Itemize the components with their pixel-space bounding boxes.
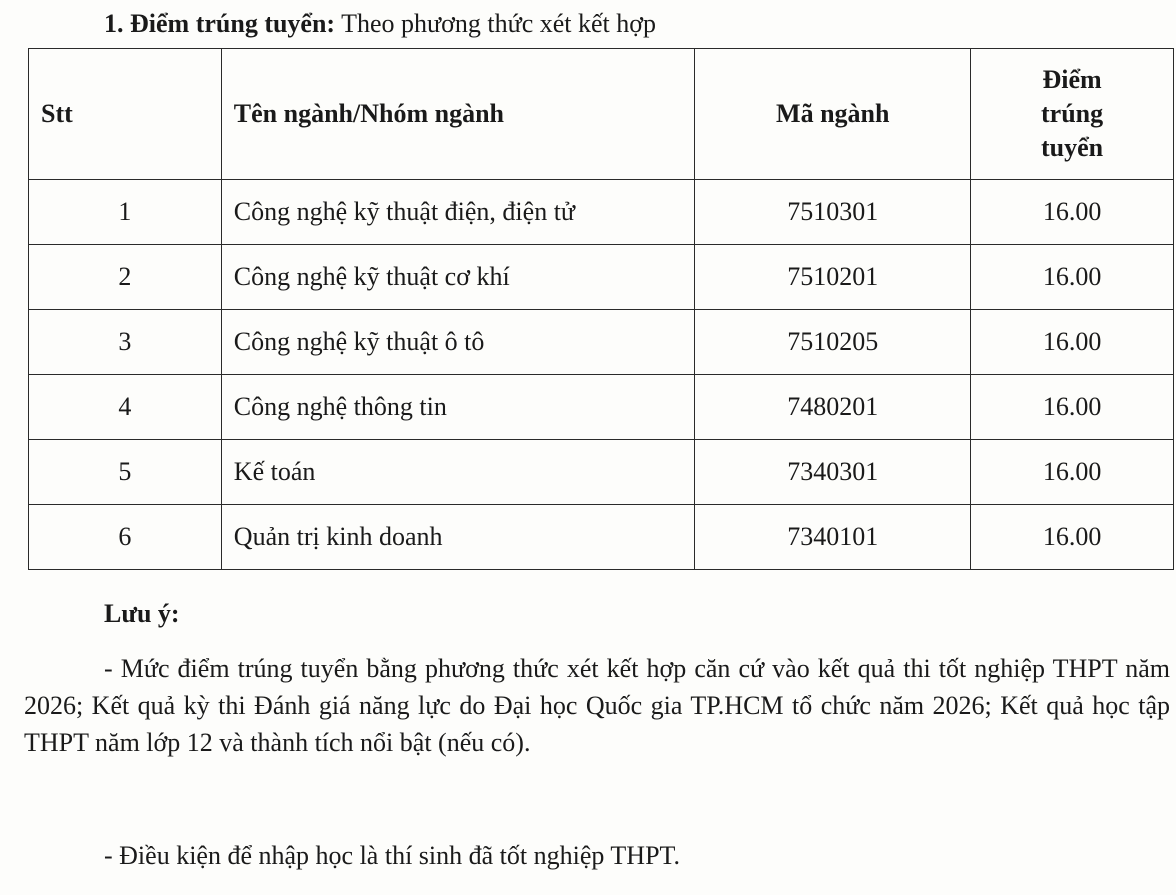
note-paragraph-2: - Điều kiện để nhập học là thí sinh đã tốt nghiệp THPT. xyxy=(104,841,680,870)
cell-major-name: Công nghệ thông tin xyxy=(221,375,695,440)
table-header-row xyxy=(29,49,1174,180)
cell-stt: 3 xyxy=(29,310,222,375)
table-row xyxy=(29,245,1174,310)
cell-score: 16.00 xyxy=(971,440,1174,505)
table-row xyxy=(29,440,1174,505)
header-major-code: Mã ngành xyxy=(695,49,971,180)
table-row xyxy=(29,310,1174,375)
header-stt: Stt xyxy=(29,49,222,180)
note-paragraph-1: - Mức điểm trúng tuyển bằng phương thức xét kết hợp căn cứ vào kết quả thi tốt nghiệp THPT năm 2026; Kết quả kỳ thi Đánh giá năng lực do Đại học Quốc gia TP.HCM tổ chức năm 2026; Kết quả học tập THPT năm lớp 12 và thành tích nổi bật (nếu có). xyxy=(24,654,1170,757)
cell-major-code: 7510201 xyxy=(695,245,971,310)
cell-stt: 1 xyxy=(29,180,222,245)
table-row xyxy=(29,375,1174,440)
cell-score: 16.00 xyxy=(971,375,1174,440)
section-heading xyxy=(104,6,656,42)
cell-major-name: Quản trị kinh doanh xyxy=(221,505,695,570)
header-score-line-1: Điểm xyxy=(1042,65,1102,94)
header-score-line-2: trúng xyxy=(1041,99,1104,128)
cell-major-code: 7340301 xyxy=(695,440,971,505)
section-heading-number: 1. Điểm trúng tuyển: xyxy=(104,9,336,38)
cell-stt: 4 xyxy=(29,375,222,440)
cell-major-code: 7510205 xyxy=(695,310,971,375)
header-score-line-3: tuyển xyxy=(1041,133,1104,162)
cell-major-name: Công nghệ kỹ thuật ô tô xyxy=(221,310,695,375)
cell-score: 16.00 xyxy=(971,505,1174,570)
cell-major-code: 7480201 xyxy=(695,375,971,440)
header-major-name: Tên ngành/Nhóm ngành xyxy=(221,49,695,180)
cell-stt: 6 xyxy=(29,505,222,570)
cell-score: 16.00 xyxy=(971,180,1174,245)
table-row xyxy=(29,505,1174,570)
cell-stt: 2 xyxy=(29,245,222,310)
cell-major-name: Công nghệ kỹ thuật cơ khí xyxy=(221,245,695,310)
cell-major-name: Kế toán xyxy=(221,440,695,505)
cell-stt: 5 xyxy=(29,440,222,505)
cell-major-code: 7510301 xyxy=(695,180,971,245)
table-row xyxy=(29,180,1174,245)
header-admission-score xyxy=(971,49,1174,180)
admission-score-table xyxy=(28,48,1174,570)
cell-major-code: 7340101 xyxy=(695,505,971,570)
cell-score: 16.00 xyxy=(971,245,1174,310)
cell-score: 16.00 xyxy=(971,310,1174,375)
section-heading-text: Theo phương thức xét kết hợp xyxy=(335,9,657,38)
notes-title: Lưu ý: xyxy=(104,599,180,628)
cell-major-name: Công nghệ kỹ thuật điện, điện tử xyxy=(221,180,695,245)
